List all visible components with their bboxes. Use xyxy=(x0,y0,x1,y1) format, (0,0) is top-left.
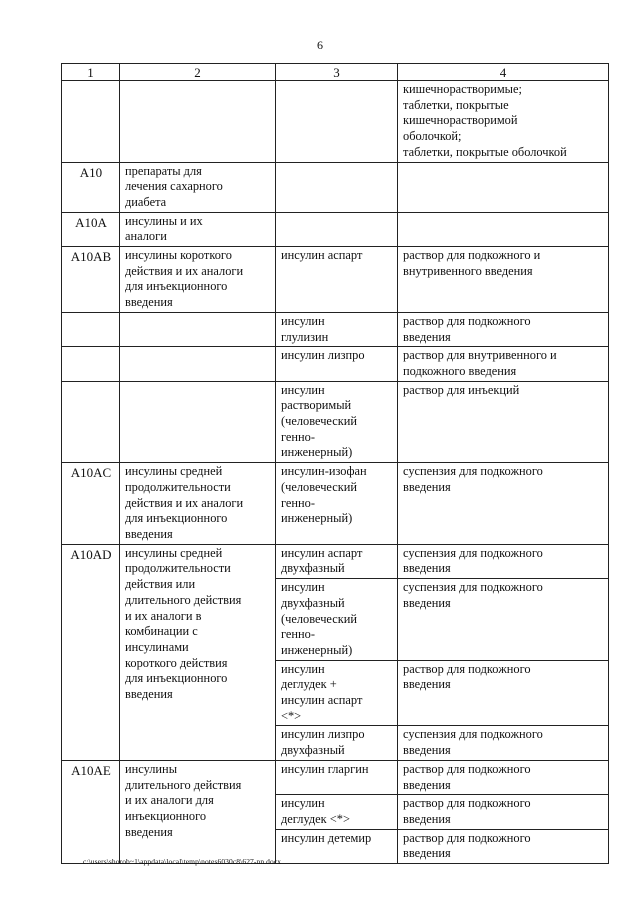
table-row xyxy=(62,81,609,163)
dosage-form-cell: раствор для подкожного и внутривенного введения xyxy=(398,247,609,313)
drug-cell: инсулин аспарт xyxy=(276,247,398,313)
dosage-form-cell: раствор для подкожного введения xyxy=(398,829,609,863)
dosage-form-cell xyxy=(398,162,609,212)
column-header-1: 1 xyxy=(62,64,120,81)
group-name-cell: инсулины средней продолжительности действия и их аналоги для инъекционного введения xyxy=(120,463,276,545)
dosage-form-cell: раствор для подкожного введения xyxy=(398,795,609,829)
code-cell: A10 xyxy=(62,162,120,212)
code-cell xyxy=(62,81,120,163)
column-header-4: 4 xyxy=(398,64,609,81)
code-cell: A10AC xyxy=(62,463,120,545)
drug-cell: инсулин деглудек <*> xyxy=(276,795,398,829)
table-row xyxy=(62,162,609,212)
dosage-form-cell: суспензия для подкожного введения xyxy=(398,463,609,545)
group-name-cell: инсулины длительного действия и их аналоги для инъекционного введения xyxy=(120,760,276,863)
group-name-cell xyxy=(120,347,276,381)
group-name-cell: инсулины короткого действия и их аналоги для инъекционного введения xyxy=(120,247,276,313)
drug-cell: инсулин аспарт двухфазный xyxy=(276,544,398,578)
code-cell: A10AD xyxy=(62,544,120,760)
code-cell xyxy=(62,381,120,463)
drug-cell: инсулин гларгин xyxy=(276,760,398,794)
table-row xyxy=(62,760,609,794)
dosage-form-cell: суспензия для подкожного введения xyxy=(398,726,609,760)
file-path-footer: c:\users\shorob~1\appdata\local\temp\notes6030c8\627-nn.docx xyxy=(83,857,282,866)
dosage-form-cell: раствор для подкожного введения xyxy=(398,760,609,794)
group-name-cell xyxy=(120,381,276,463)
code-cell: A10AB xyxy=(62,247,120,313)
column-header-3: 3 xyxy=(276,64,398,81)
dosage-form-cell: раствор для внутривенного и подкожного введения xyxy=(398,347,609,381)
table-row xyxy=(62,247,609,313)
group-name-cell: инсулины средней продолжительности действия или длительного действия и их аналоги в комбинации с инсулинами короткого действия для инъекционного введения xyxy=(120,544,276,760)
drug-cell: инсулин двухфазный (человеческий генно- инженерный) xyxy=(276,579,398,661)
code-cell xyxy=(62,312,120,346)
code-cell: A10AE xyxy=(62,760,120,863)
dosage-form-cell: раствор для подкожного введения xyxy=(398,312,609,346)
drug-cell: инсулин деглудек + инсулин аспарт <*> xyxy=(276,660,398,726)
dosage-form-cell: суспензия для подкожного введения xyxy=(398,579,609,661)
group-name-cell: инсулины и их аналоги xyxy=(120,212,276,246)
group-name-cell: препараты для лечения сахарного диабета xyxy=(120,162,276,212)
code-cell xyxy=(62,347,120,381)
table-row xyxy=(62,212,609,246)
drug-cell xyxy=(276,162,398,212)
dosage-form-cell: суспензия для подкожного введения xyxy=(398,544,609,578)
table-row xyxy=(62,381,609,463)
page-number: 6 xyxy=(317,38,323,52)
table-row xyxy=(62,312,609,346)
drug-cell: инсулин глулизин xyxy=(276,312,398,346)
table-row xyxy=(62,463,609,545)
code-cell: A10A xyxy=(62,212,120,246)
drug-cell: инсулин лизпро xyxy=(276,347,398,381)
column-header-2: 2 xyxy=(120,64,276,81)
group-name-cell xyxy=(120,312,276,346)
dosage-form-cell: раствор для инъекций xyxy=(398,381,609,463)
group-name-cell xyxy=(120,81,276,163)
dosage-form-cell xyxy=(398,212,609,246)
table-header-row xyxy=(62,64,609,81)
table-row xyxy=(62,347,609,381)
drug-cell xyxy=(276,81,398,163)
drug-cell xyxy=(276,212,398,246)
dosage-form-cell: кишечнорастворимые; таблетки, покрытые кишечнорастворимой оболочкой; таблетки, покрытые оболочкой xyxy=(398,81,609,163)
table-row xyxy=(62,544,609,578)
drug-cell: инсулин-изофан (человеческий генно- инженерный) xyxy=(276,463,398,545)
drug-cell: инсулин растворимый (человеческий генно- инженерный) xyxy=(276,381,398,463)
dosage-form-cell: раствор для подкожного введения xyxy=(398,660,609,726)
drug-cell: инсулин лизпро двухфазный xyxy=(276,726,398,760)
drug-cell: инсулин детемир xyxy=(276,829,398,863)
drug-list-table xyxy=(61,63,609,864)
